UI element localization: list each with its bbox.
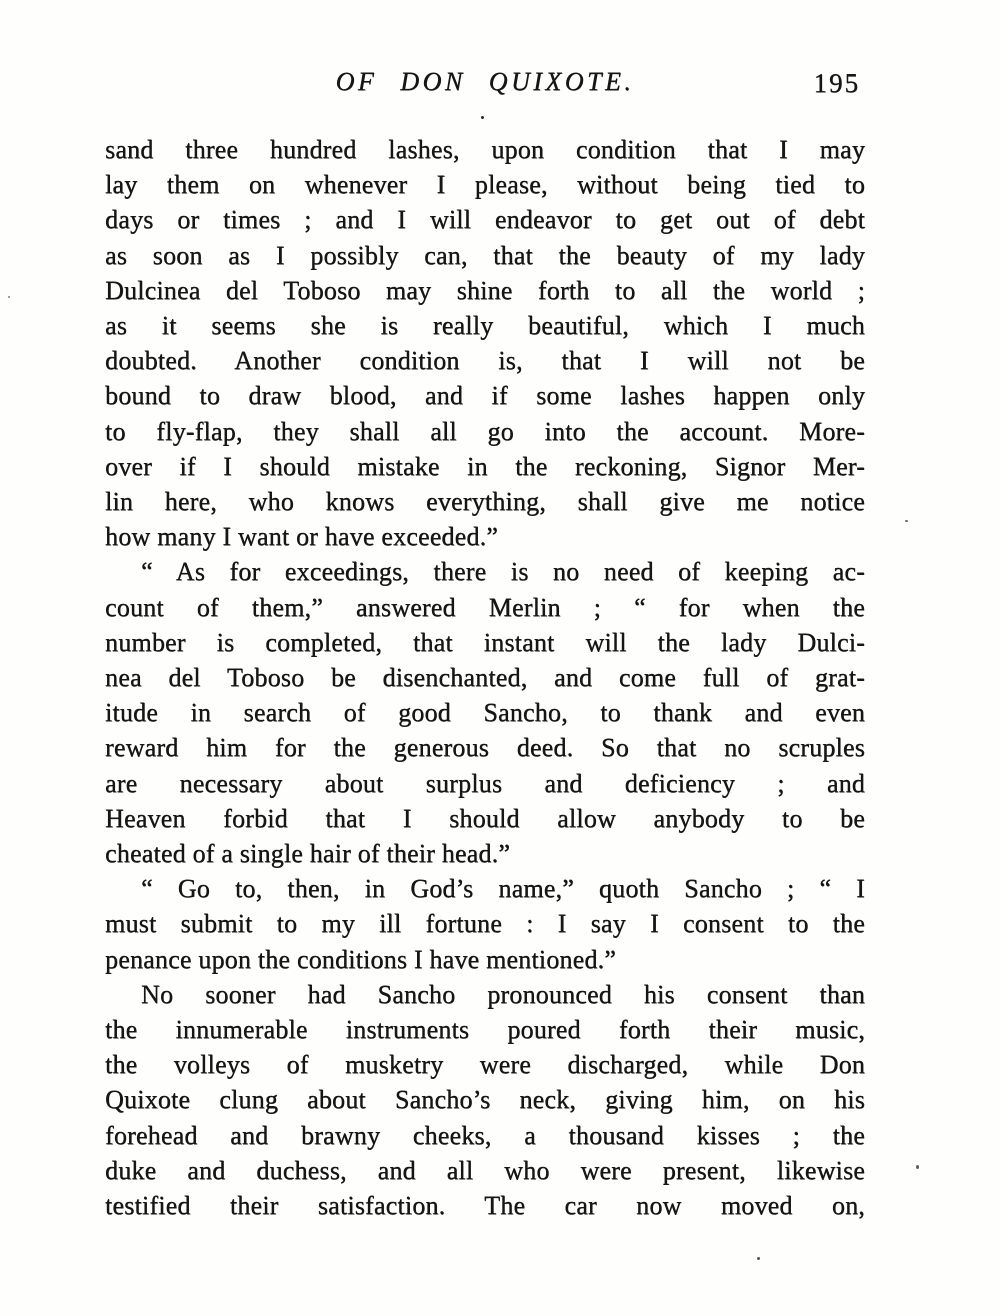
running-header: OF DON QUIXOTE. (335, 67, 635, 96)
text-line: Quixote clung about Sancho’s neck, giving him, on his (105, 1085, 865, 1115)
scan-speck (8, 296, 10, 298)
text-line: how many I want or have exceeded.” (105, 522, 499, 552)
scan-speck (916, 1165, 919, 1169)
text-line: the innumerable instruments poured forth their music, (105, 1015, 865, 1045)
text-line: count of them,” answered Merlin ; “ for when the (105, 592, 865, 622)
text-line: lay them on whenever I please, without being tied to (105, 170, 865, 200)
text-line: testified their satisfaction. The car now moved on, (105, 1191, 865, 1221)
text-line: nea del Toboso be disenchanted, and come full of grat- (105, 663, 865, 693)
text-line: “ As for exceedings, there is no need of keeping ac- (141, 557, 865, 587)
text-line: Heaven forbid that I should allow anybody to be (105, 803, 865, 833)
text-line: the volleys of musketry were discharged, while Don (105, 1050, 865, 1080)
text-line: days or times ; and I will endeavor to get out of debt (105, 205, 865, 235)
scan-speck (905, 520, 908, 522)
page-number: 195 (813, 68, 860, 98)
text-line: Dulcinea del Toboso may shine forth to all the world ; (105, 275, 865, 305)
text-line: doubted. Another condition is, that I will not be (105, 346, 865, 376)
text-line: must submit to my ill fortune : I say I consent to the (105, 909, 865, 939)
text-line: cheated of a single hair of their head.” (105, 839, 511, 869)
text-line: as soon as I possibly can, that the beauty of my lady (105, 240, 865, 270)
text-line: lin here, who knows everything, shall give me notice (105, 487, 865, 517)
page-body (105, 132, 865, 1223)
text-line: as it seems she is really beautiful, which I much (105, 311, 865, 341)
text-line: itude in search of good Sancho, to thank and even (105, 698, 865, 728)
scan-speck (757, 1257, 760, 1260)
text-line: No sooner had Sancho pronounced his consent than (141, 979, 865, 1009)
text-line: penance upon the conditions I have mentioned.” (105, 944, 616, 974)
text-line: reward him for the generous deed. So that no scruples (105, 733, 865, 763)
text-line: “ Go to, then, in God’s name,” quoth Sancho ; “ I (141, 874, 865, 904)
text-line: to fly-flap, they shall all go into the account. More- (105, 416, 865, 446)
text-line: sand three hundred lashes, upon condition that I may (105, 135, 865, 164)
text-line: over if I should mistake in the reckoning, Signor Mer- (105, 451, 865, 481)
text-line: duke and duchess, and all who were present, likewise (105, 1155, 865, 1185)
text-line: forehead and brawny cheeks, a thousand kisses ; the (105, 1120, 865, 1150)
text-line: bound to draw blood, and if some lashes happen only (105, 381, 865, 411)
text-line: are necessary about surplus and deficiency ; and (105, 768, 865, 798)
running-header-row (105, 67, 865, 97)
scan-speck (481, 116, 484, 119)
text-line: number is completed, that instant will the lady Dulci- (105, 627, 865, 657)
